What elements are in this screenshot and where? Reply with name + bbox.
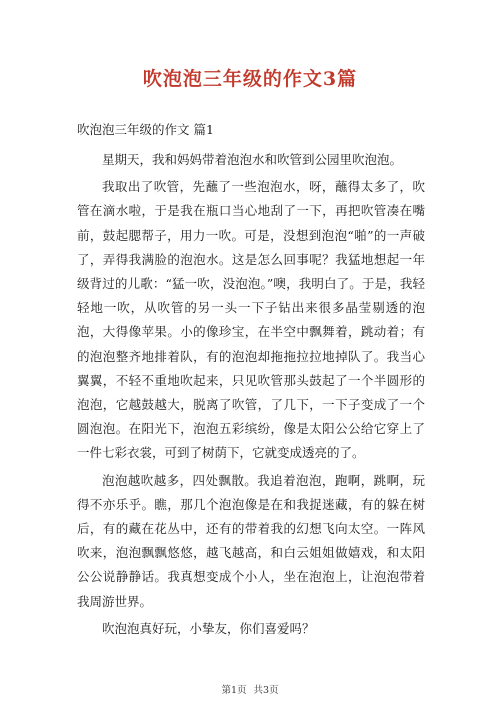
paragraph: 星期天，我和妈妈带着泡泡水和吹管到公园里吹泡泡。	[102, 152, 403, 167]
section-heading: 吹泡泡三年级的作文 篇1	[77, 122, 214, 137]
page-total: 共3页	[253, 685, 279, 696]
paragraph: 吹泡泡真好玩，小挚友，你们喜爱吗？	[102, 620, 315, 636]
page-number: 第1页	[221, 685, 247, 696]
document-title: 吹泡泡三年级的作文3篇	[142, 68, 358, 90]
document-body	[77, 148, 425, 644]
paragraph: 我取出了吹管，先蘸了一些泡泡水，呀，蘸得太多了，吹管在滴水啦，于是我在瓶口当心地刮了一下，再把吹管凑在嘴前，鼓起腮帮子，用力一吹。可是，没想到泡泡“啪”的一声破了，弄得我满脸的泡泡水。这是怎么回事呢？我猛地想起一年级背过的儿歌：“猛一吹，没泡泡。”噢，我明白了。于是，我轻轻地一吹，从吹管的另一头一下子钻出来很多晶莹剔透的泡泡，大得像苹果。小的像珍宝，在半空中飘舞着，跳动着；有的泡泡整齐地排着队，有的泡泡却拖拖拉拉地掉队了。我当心翼翼，不轻不重地吹起来，只见吹管那头鼓起了一个半圆形的泡泡，它越鼓越大，脱离了吹管，了几下，一下子变成了一个圆泡泡。在阳光下，泡泡五彩缤纷，像是太阳公公给它穿上了一件七彩衣裳，可到了树荫下，它就变成透亮的了。	[77, 179, 425, 461]
page-footer	[0, 682, 500, 696]
paragraph: 泡泡越吹越多，四处飘散。我追着泡泡，跑啊，跳啊，玩得不亦乐乎。瞧，那几个泡泡像是在和我捉迷藏，有的躲在树后，有的藏在花丛中，还有的带着我的幻想飞向太空。一阵风吹来，泡泡飘飘悠悠，越飞越高，和白云姐姐做嬉戏，和太阳公公说静静话。我真想变成个小人，坐在泡泡上，让泡泡带着我周游世界。	[77, 472, 425, 609]
